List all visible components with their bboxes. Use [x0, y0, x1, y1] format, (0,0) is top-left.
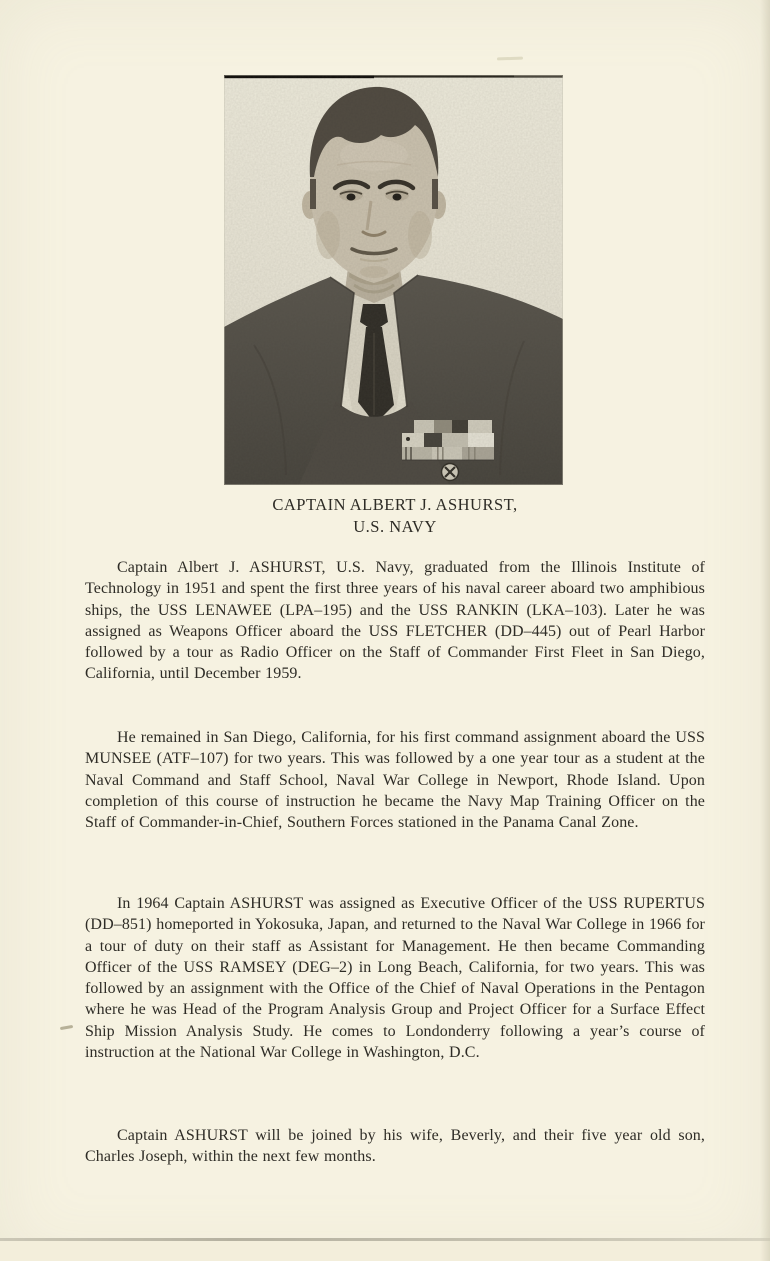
caption-service-line: U.S. NAVY [353, 516, 437, 536]
photo-caption [85, 494, 705, 537]
faint-scan-mark [497, 57, 523, 61]
page-right-edge-shadow [760, 0, 770, 1261]
bio-paragraph-1: Captain Albert J. ASHURST, U.S. Navy, graduated from the Illinois Institute of Technology in 1951 and spent the first three years of his naval career aboard two amphibious ships, the USS LENAWEE (LPA–195) and the USS RANKIN (LKA–103). Later he was assigned as Weapons Officer aboard the USS FLETCHER (DD–445) out of Pearl Harbor followed by a tour as Radio Officer on the Staff of Commander First Fleet in San Diego, California, until December 1959. [85, 559, 705, 683]
photo-grain-overlay [224, 75, 563, 485]
page-bottom-edge-strip [0, 1241, 770, 1261]
portrait-photo [224, 75, 563, 485]
portrait-photo-image [224, 75, 563, 485]
bio-paragraph-4: Captain ASHURST will be joined by his wife, Beverly, and their five year old son, Charles Joseph, within the next few months. [85, 1127, 705, 1166]
stray-pencil-mark [60, 1025, 73, 1030]
bio-paragraph-3: In 1964 Captain ASHURST was assigned as Executive Officer of the USS RUPERTUS (DD–851) homeported in Yokosuka, Japan, and returned to the Naval War College in 1966 for a tour of duty on their staff as Assistant for Management. He then became Commanding Officer of the USS RAMSEY (DEG–2) in Long Beach, California, for two years. This was followed by an assignment with the Office of the Chief of Naval Operations in the Pentagon where he was Head of the Program Analysis Group and Project Officer for a Surface Effect Ship Mission Analysis Study. He comes to Londonderry following a year’s course of instruction at the National War College in Washington, D.C. [85, 895, 705, 1062]
bio-paragraph-2: He remained in San Diego, California, for his first command assignment aboard the USS MUNSEE (ATF–107) for two years. This was followed by a one year tour as a student at the Naval Command and Staff School, Naval War College in Newport, Rhode Island. Upon completion of this course of instruction he became the Navy Map Training Officer on the Staff of Commander-in-Chief, Southern Forces stationed in the Panama Canal Zone. [85, 729, 705, 832]
caption-name-line: CAPTAIN ALBERT J. ASHURST, [272, 495, 518, 514]
